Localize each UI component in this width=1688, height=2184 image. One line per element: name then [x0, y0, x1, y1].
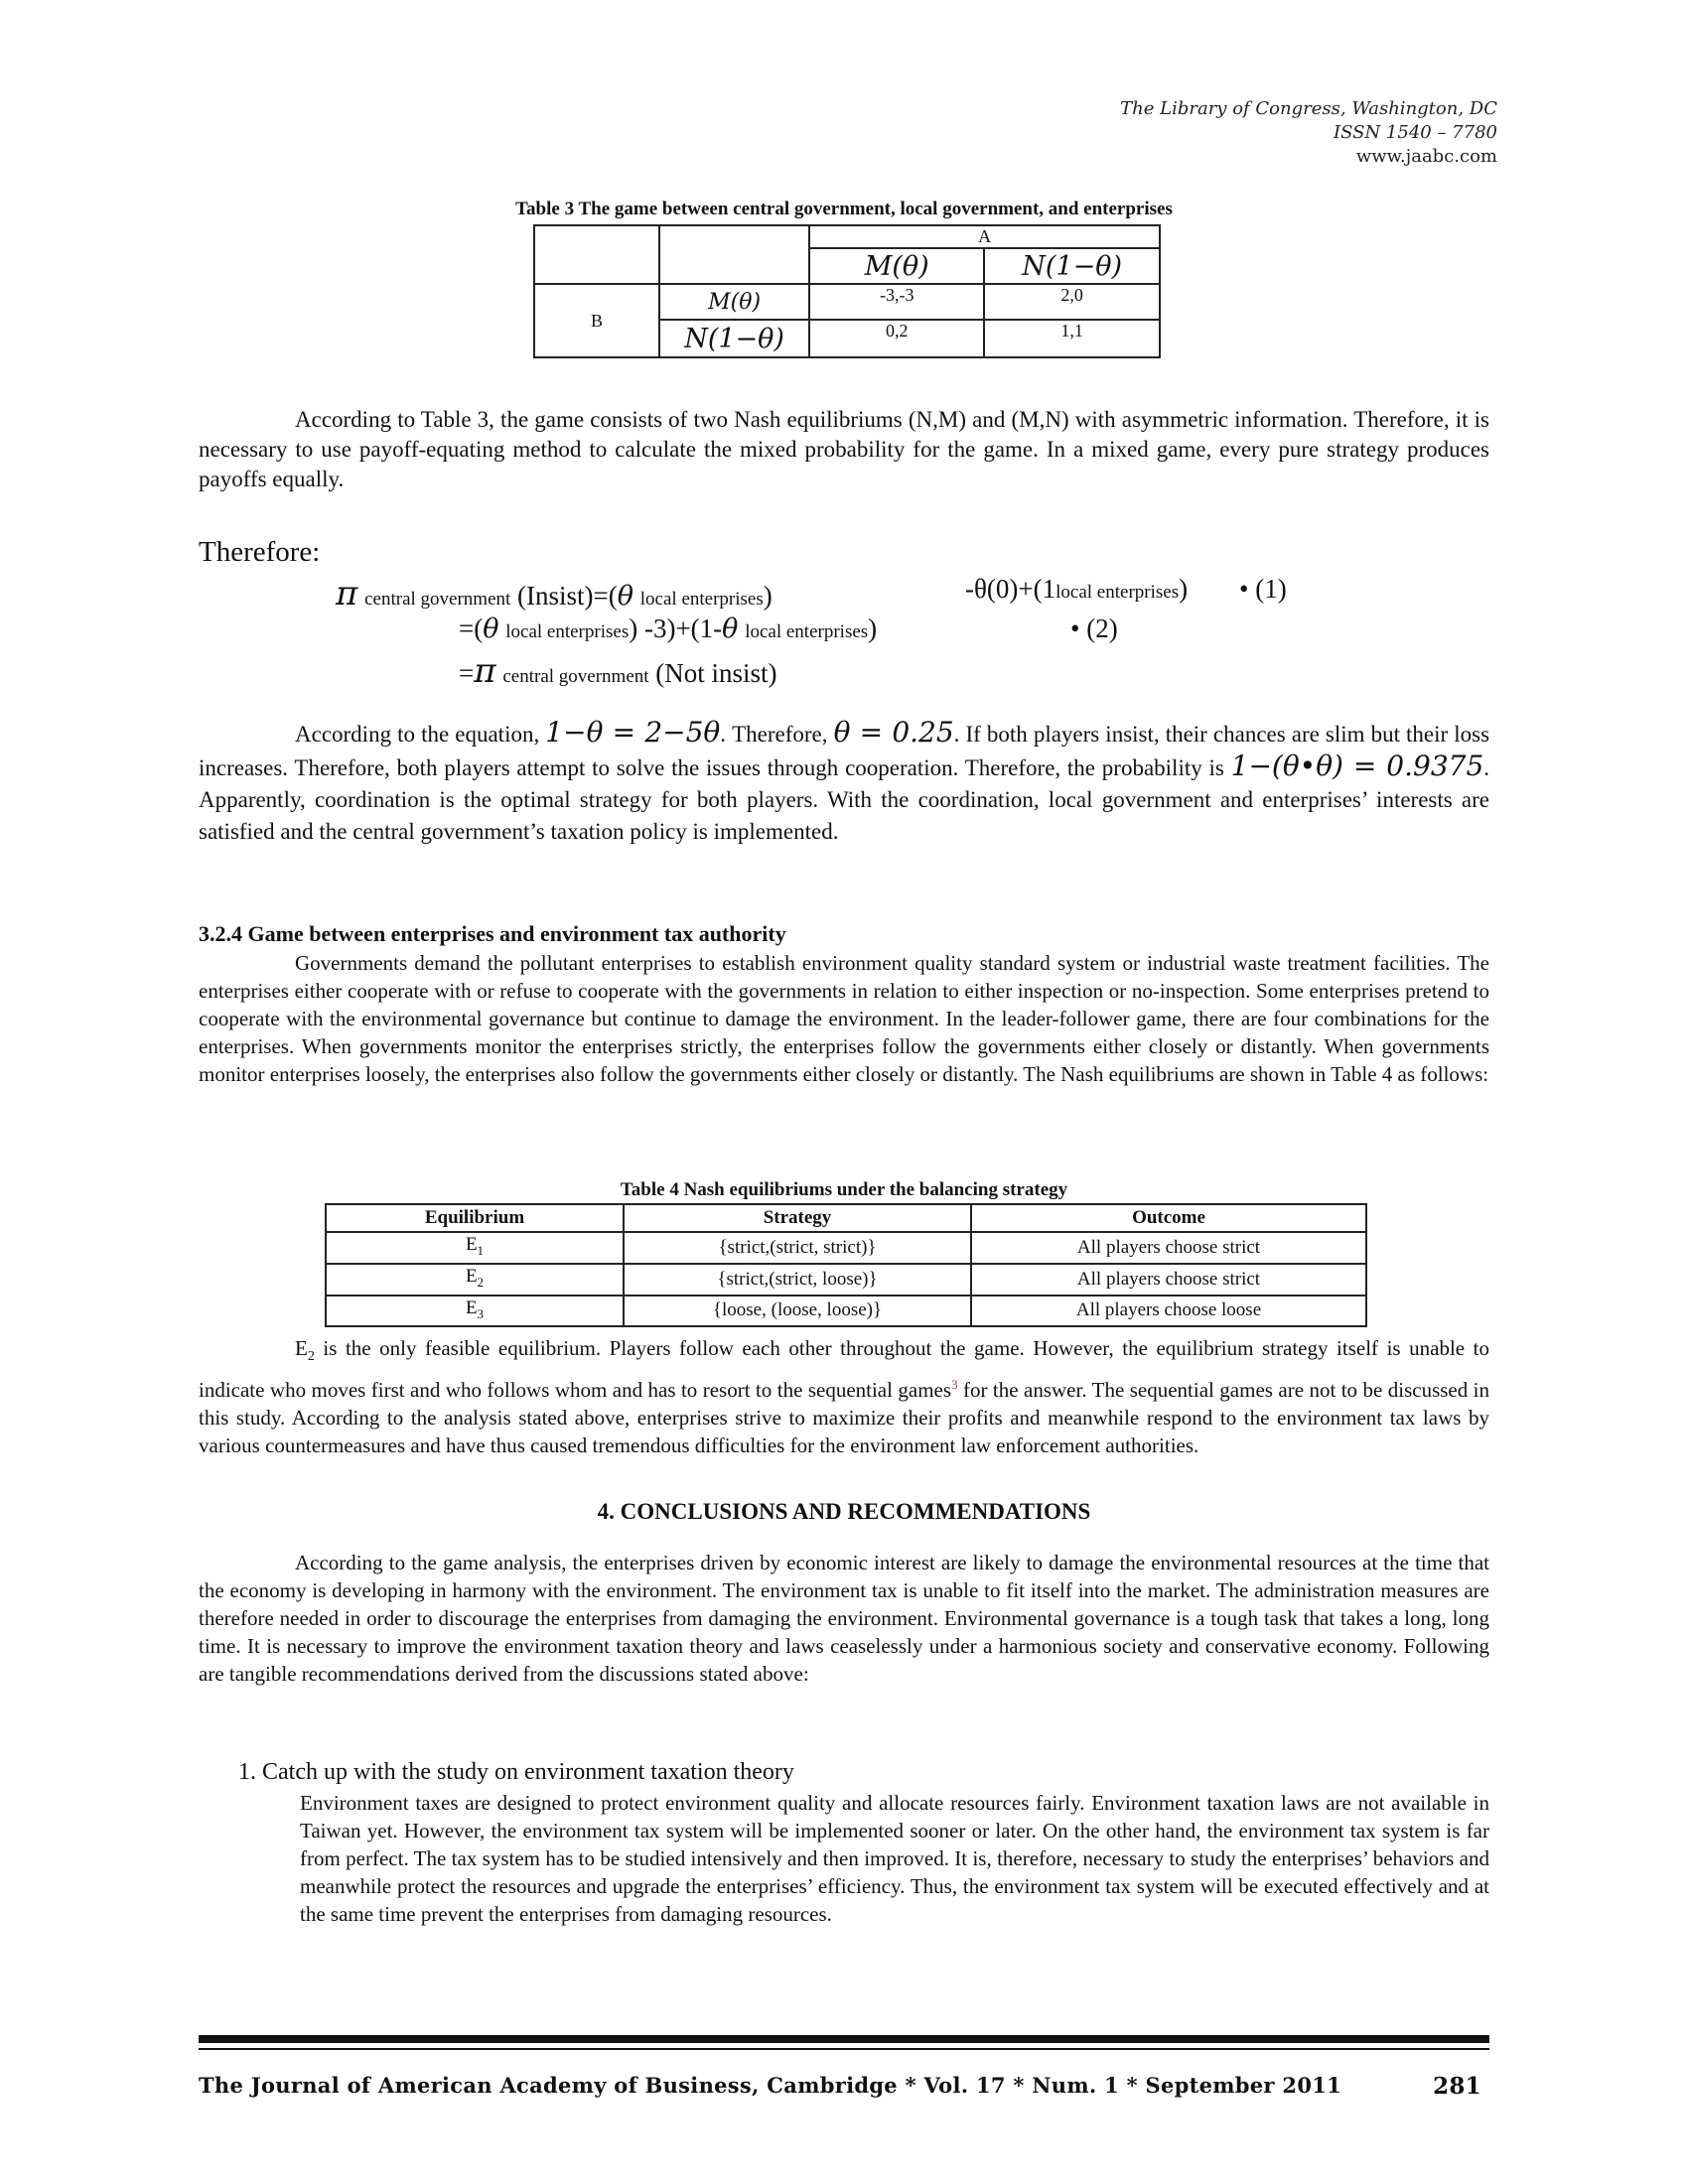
page-footer: [199, 2073, 1489, 2098]
table3-cell: -3,-3: [809, 284, 984, 320]
table-row: $E_1$ {strict,(strict, strict)} All players choose strict: [326, 1232, 1366, 1264]
table3-cell: 1,1: [984, 320, 1160, 357]
section-title: 4. CONCLUSIONS AND RECOMMENDATIONS: [597, 1499, 1091, 1524]
header-url: www.jaabc.com: [1355, 146, 1497, 167]
table-row: $E_2$ {strict,(strict, loose)} All players choose strict: [326, 1264, 1366, 1296]
page-number: 281: [1433, 2073, 1481, 2100]
header-line-issn: ISSN 1540 – 7780: [1334, 122, 1497, 143]
equation-1: π central government (Insist)=(θ local enterprises): [336, 574, 773, 614]
table3: [533, 224, 1161, 358]
table4-header: Equilibrium: [326, 1204, 624, 1232]
equation-3: =π central government (Not insist): [459, 651, 777, 691]
equation-2-number: • (2): [1070, 614, 1118, 643]
paragraph-probability: According to the equation, 1−θ = 2−5θ. Therefore, θ = 0.25. If both players insist, their chances are slim but their loss increases. Therefore, both players attempt to solve the issues through cooperation. Therefore, the probability is 1−(θ•θ) = 0.9375. Apparently, coordination is the optimal strategy for both players. With the coordination, local government and enterprises’ interests are satisfied and the central government’s taxation policy is implemented.: [199, 716, 1490, 844]
table3-player-a: A: [809, 225, 1160, 248]
table-row: $E_3$ {loose, (loose, loose)} All players choose loose: [326, 1296, 1366, 1327]
recommendation-title: 1. Catch up with the study on environment taxation theory: [238, 1759, 794, 1785]
table4-caption: Table 4 Nash equilibriums under the balancing strategy: [620, 1179, 1068, 1200]
page-header: [1120, 97, 1497, 169]
table4: [325, 1203, 1367, 1327]
paragraph-conclusions: According to the game analysis, the enterprises driven by economic interest are likely to damage the environmental resources at the time that the economy is developing in harmony with the environment. The environment tax is unable to fit itself into the market. The administration measures are therefore needed in order to discourage the enterprises from damaging the environment. Environmental governance is a tough task that takes a long, long time. It is necessary to improve the environment taxation theory and laws ceaselessly under a harmonious society and conservative economy. Following are tangible recommendations derived from the discussions stated above:: [199, 1551, 1489, 1686]
table3-row-header: N(1−θ): [659, 320, 809, 357]
table3-cell: 2,0: [984, 284, 1160, 320]
recommendation-body: Environment taxes are designed to protect environment quality and allocate resources fairly. Environment taxation laws are not available in Taiwan yet. However, the environment tax system will be implemented sooner or later. On the other hand, the environment tax system is far from perfect. The tax system has to be studied intensively and then improved. It is, therefore, necessary to study the enterprises’ behaviors and meanwhile protect the resources and upgrade the enterprises’ efficiency. Thus, the environment tax system will be executed effectively and at the same time prevent the enterprises from damaging resources.: [300, 1791, 1489, 1926]
table3-row-header: M(θ): [659, 284, 809, 320]
paragraph-nash: According to Table 3, the game consists of two Nash equilibriums (N,M) and (M,N) with asymmetric information. Therefore, it is necessary to use payoff-equating method to calculate the mixed probability for the game. In a mixed game, every pure strategy produces payoffs equally.: [199, 407, 1489, 491]
footer-rule: [199, 2035, 1489, 2043]
therefore-label: Therefore:: [199, 536, 321, 568]
table3-cell: 0,2: [809, 320, 984, 357]
header-line-library: The Library of Congress, Washington, DC: [1120, 98, 1497, 119]
equation-inline: 1−θ = 2−5θ: [545, 716, 721, 749]
table3-col-header: M(θ): [809, 248, 984, 284]
equation-2: =(θ local enterprises) -3)+(1-θ local enterprises): [459, 614, 878, 644]
equation-inline: 1−(θ•θ) = 0.9375: [1230, 750, 1484, 782]
equation-inline: θ = 0.25: [833, 716, 954, 749]
table3-col-header: N(1−θ): [984, 248, 1160, 284]
footnote-ref[interactable]: 3: [951, 1377, 958, 1393]
paragraph-equilibrium: $E_2$ is the only feasible equilibrium. Players follow each other throughout the game. However, the equilibrium strategy itself is unable to indicate who moves first and who follows whom and has to resort to the sequential games$^3$ for the answer. The sequential games are not to be discussed in this study. According to the analysis stated above, enterprises strive to maximize their profits and meanwhile respond to the environment tax laws by various countermeasures and have thus caused tremendous difficulties for the environment law enforcement authorities.: [199, 1336, 1490, 1458]
table4-header: Strategy: [624, 1204, 971, 1232]
paragraph-enterprises: Governments demand the pollutant enterprises to establish environment quality standard system or industrial waste treatment facilities. The enterprises either cooperate with or refuse to cooperate with the governments in relation to either inspection or no-inspection. Some enterprises pretend to cooperate with the environmental governance but continue to damage the environment. In the leader-follower game, there are four combinations for the enterprises. When governments monitor the enterprises strictly, the enterprises follow the governments either closely or distantly. When governments monitor enterprises loosely, the enterprises also follow the governments either closely or distantly. The Nash equilibriums are shown in Table 4 as follows:: [199, 951, 1489, 1086]
pi-symbol: π: [336, 574, 358, 614]
table3-player-b: B: [534, 284, 659, 357]
footer-rule: [199, 2048, 1489, 2050]
table3-caption: Table 3 The game between central government, local government, and enterprises: [515, 199, 1173, 219]
equation-1-cont: -θ(0)+(1local enterprises): [965, 574, 1189, 604]
table4-header-row: [326, 1204, 1366, 1232]
equation-1-number: • (1): [1239, 574, 1287, 604]
table4-header: Outcome: [971, 1204, 1366, 1232]
journal-citation: The Journal of American Academy of Business, Cambridge * Vol. 17 * Num. 1 * September 2011: [199, 2073, 1342, 2098]
section-heading: 3.2.4 Game between enterprises and environment tax authority: [199, 921, 786, 946]
